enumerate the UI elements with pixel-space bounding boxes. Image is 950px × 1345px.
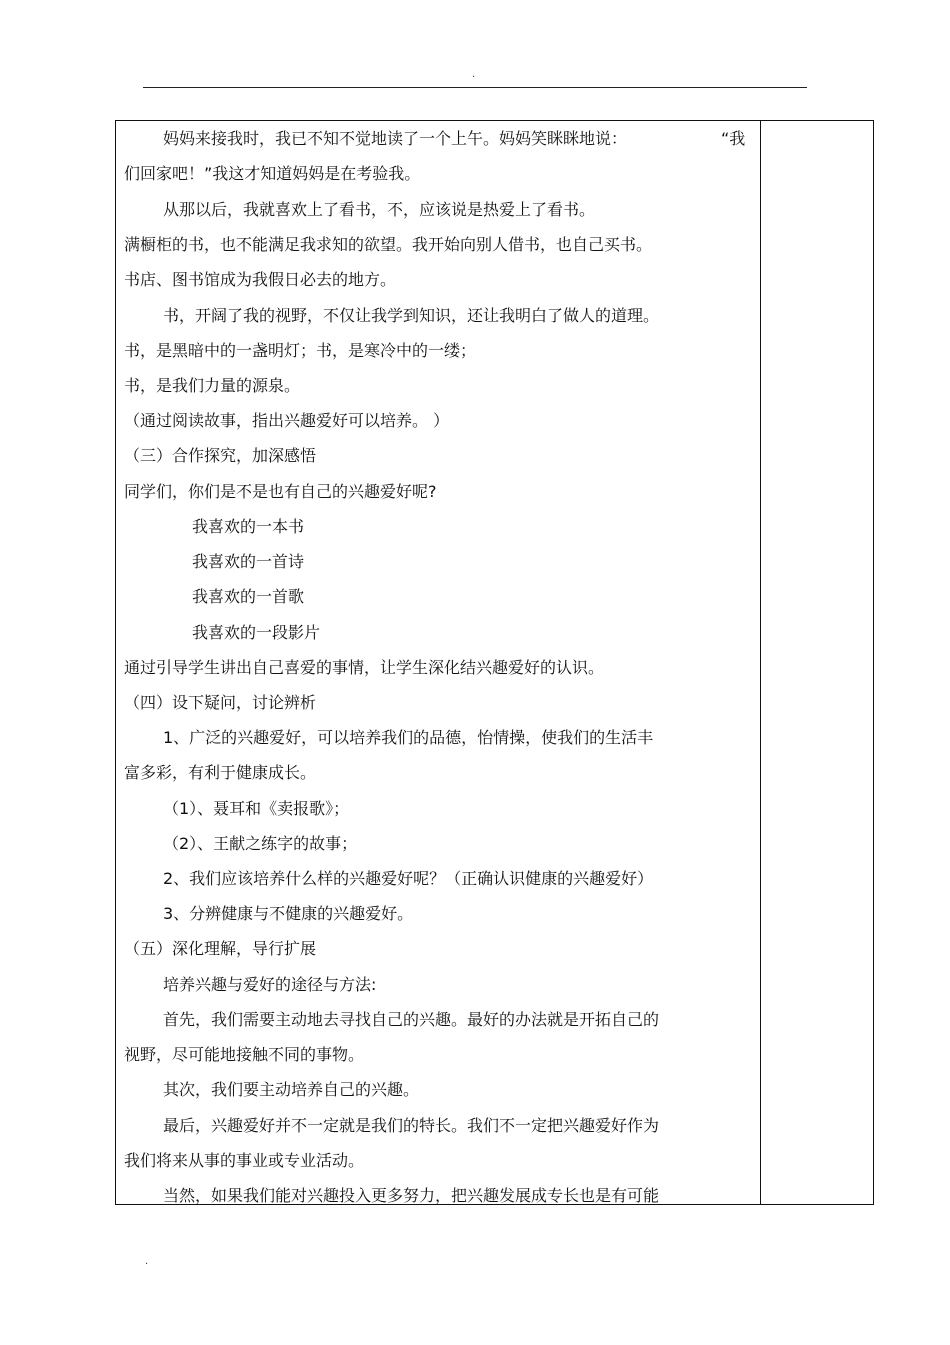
- list-item: 我喜欢的一本书: [192, 517, 305, 536]
- text-line: 从那以后，我就喜欢上了看书，不，应该说是热爱上了看书。: [163, 200, 596, 219]
- section-heading: （五）深化理解，导行扩展: [124, 939, 317, 958]
- text-line: 视野，尽可能地接触不同的事物。: [124, 1045, 365, 1064]
- text-line: 们回家吧！”我这才知道妈妈是在考验我。: [124, 164, 421, 183]
- text-line: 首先，我们需要主动地去寻找自己的兴趣。最好的办法就是开拓自己的: [163, 1010, 660, 1029]
- lesson-table: [115, 120, 874, 1205]
- text-line: 同学们，你们是不是也有自己的兴趣爱好呢?: [124, 482, 437, 501]
- text-line: 书，开阔了我的视野，不仅让我学到知识，还让我明白了做人的道理。: [163, 306, 660, 325]
- section-heading: （四）设下疑问，讨论辨析: [124, 693, 317, 712]
- section-heading: （三）合作探究，加深感悟: [124, 446, 317, 465]
- text-line: 书，是黑暗中的一盏明灯；书，是寒冷中的一缕；: [124, 341, 477, 360]
- header-rule: [143, 87, 807, 88]
- text-line: “我: [721, 129, 746, 148]
- list-item: 我喜欢的一首诗: [192, 552, 305, 571]
- header-dot: .: [472, 69, 476, 80]
- footer-dot: .: [145, 1256, 149, 1267]
- text-line: 满橱柜的书，也不能满足我求知的欲望。我开始向别人借书，也自己买书。: [124, 235, 653, 254]
- text-line: 通过引导学生讲出自己喜爱的事情，让学生深化结兴趣爱好的认识。: [124, 658, 605, 677]
- list-item: 我喜欢的一首歌: [192, 587, 305, 606]
- text-line: 书，是我们力量的源泉。: [124, 376, 301, 395]
- text-line: 2、我们应该培养什么样的兴趣爱好呢？（正确认识健康的兴趣爱好）: [163, 869, 654, 888]
- text-line: 1、广泛的兴趣爱好，可以培养我们的品德，怡情操，使我们的生活丰: [163, 728, 654, 747]
- notes-column-cell: [761, 121, 873, 1204]
- list-item: 我喜欢的一段影片: [192, 623, 321, 642]
- text-line: 培养兴趣与爱好的途径与方法:: [163, 975, 377, 994]
- list-item: （1）、聂耳和《卖报歌》；: [163, 799, 350, 818]
- text-line: （通过阅读故事，指出兴趣爱好可以培养。 ）: [124, 411, 450, 430]
- text-line: 富多彩，有利于健康成长。: [124, 763, 317, 782]
- text-line: 当然，如果我们能对兴趣投入更多努力，把兴趣发展成专长也是有可能: [163, 1186, 660, 1205]
- text-line: 最后，兴趣爱好并不一定就是我们的特长。我们不一定把兴趣爱好作为: [163, 1116, 660, 1135]
- list-item: （2）、王献之练字的故事；: [163, 834, 358, 853]
- text-line: 书店、图书馆成为我假日必去的地方。: [124, 270, 397, 289]
- text-line: 3、分辨健康与不健康的兴趣爱好。: [163, 904, 414, 923]
- text-line: 我们将来从事的事业或专业活动。: [124, 1151, 365, 1170]
- text-line: 其次，我们要主动培养自己的兴趣。: [163, 1080, 420, 1099]
- text-line: 妈妈来接我时，我已不知不觉地读了一个上午。妈妈笑眯眯地说：: [163, 129, 628, 148]
